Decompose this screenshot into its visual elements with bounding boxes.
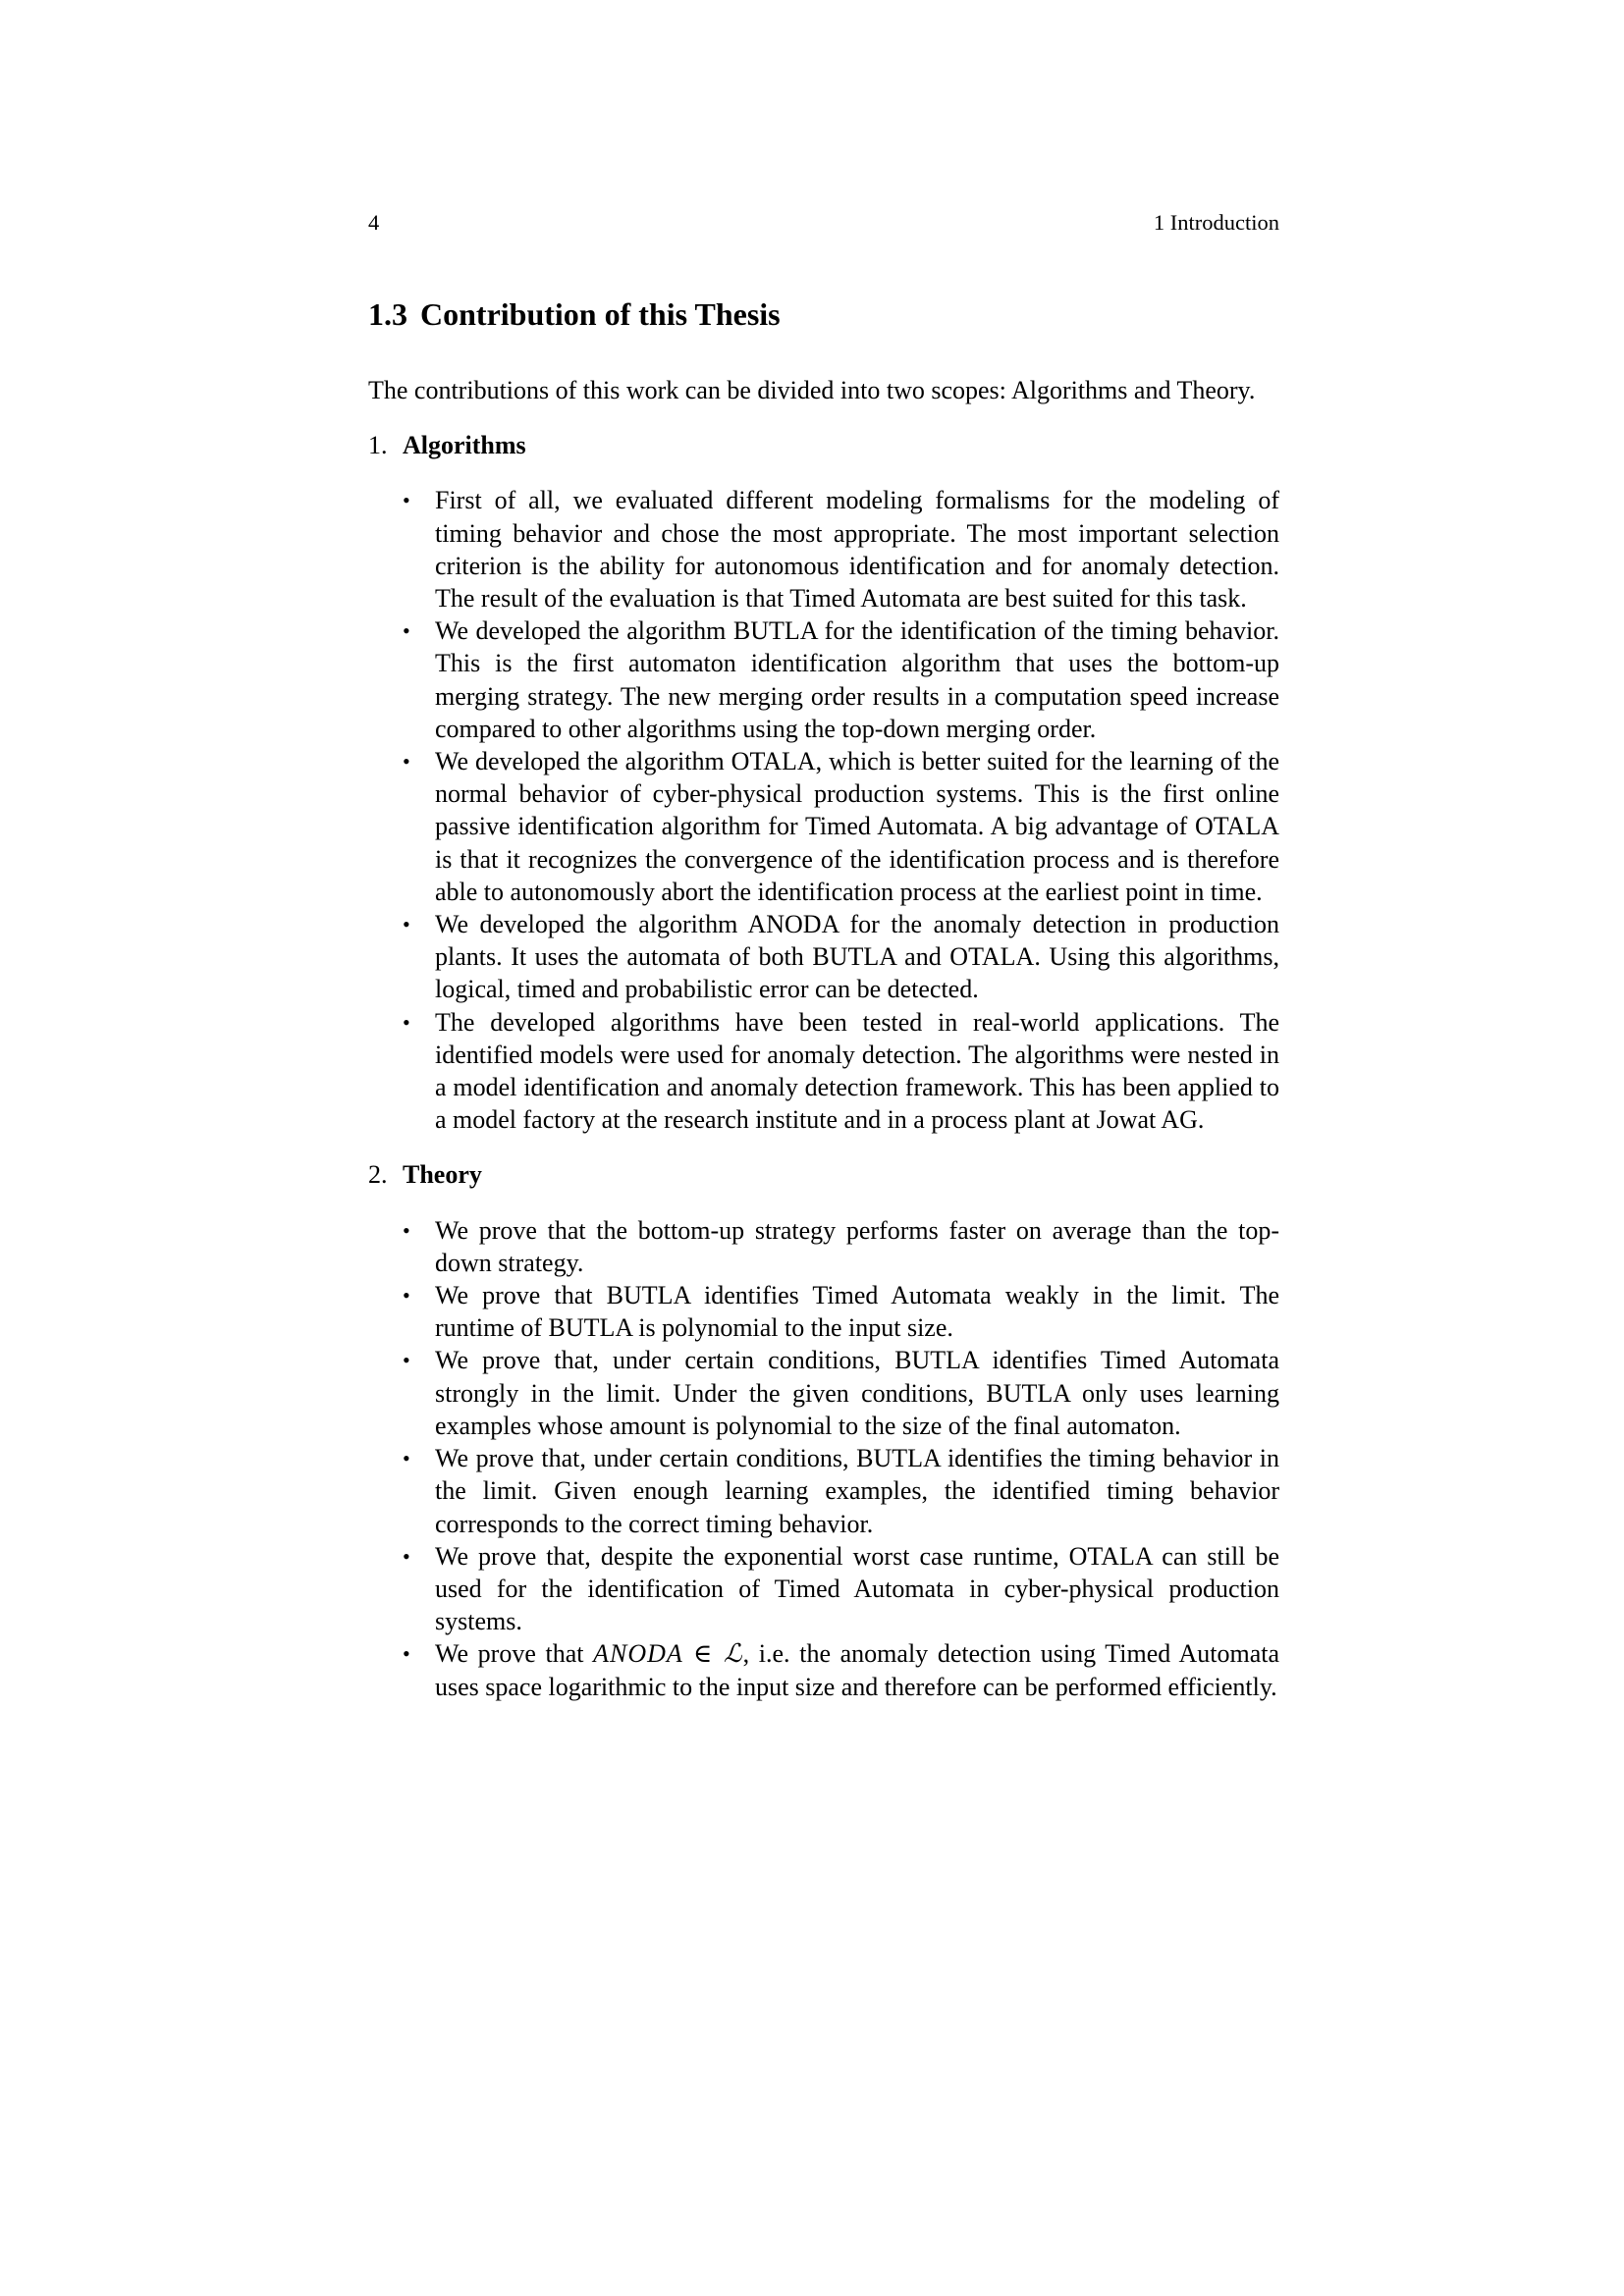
bullet-icon: •	[403, 749, 410, 774]
list-item	[403, 745, 1279, 908]
list-item-text: We developed the algorithm BUTLA for the identification of the timing behavior. This is the first automaton identification algorithm that uses the bottom-up merging strategy. The new merging order results in a computation speed increase compared to other algorithms using the top-down merging order.	[435, 616, 1279, 743]
scope-heading	[368, 429, 1279, 461]
list-item	[403, 1279, 1279, 1344]
algorithms-list	[368, 484, 1279, 1136]
bullet-icon: •	[403, 1446, 410, 1471]
intro-paragraph: The contributions of this work can be divided into two scopes: Algorithms and Theory.	[368, 376, 1256, 404]
scope-algorithms	[368, 429, 1279, 1136]
list-item	[403, 484, 1279, 614]
section-title: Contribution of this Thesis	[420, 296, 781, 332]
scope-title: Algorithms	[403, 431, 526, 460]
bullet-icon: •	[403, 1543, 410, 1569]
list-item-text-after: , i.e. the anomaly detection using Timed Automata uses space logarithmic to the input size and therefore can be performed efficiently.	[435, 1639, 1279, 1701]
list-item	[403, 1214, 1279, 1279]
math-expression: ANODA ∈ ℒ	[593, 1639, 743, 1669]
scope-number: 2.	[368, 1160, 388, 1190]
scope-heading	[368, 1158, 1279, 1191]
list-item	[403, 1637, 1279, 1702]
bullet-icon: •	[403, 1348, 410, 1373]
list-item	[403, 614, 1279, 745]
bullet-icon: •	[403, 912, 410, 937]
list-item	[403, 908, 1279, 1006]
list-item-text: First of all, we evaluated different modeling formalisms for the modeling of timing behavior and chose the most appropriate. The most important selection criterion is the ability for autonomous identification and for anomaly detection. The result of the evaluation is that Timed Automata are best suited for this task.	[435, 486, 1279, 614]
list-item-text: We prove that, under certain conditions, BUTLA identifies Timed Automata strongly in the limit. Under the given conditions, BUTLA only uses learning examples whose amount is polynomial to the size of the final automaton.	[435, 1346, 1279, 1440]
list-item	[403, 1540, 1279, 1638]
section-number: 1.3	[368, 296, 407, 332]
list-item	[403, 1344, 1279, 1442]
list-item	[403, 1442, 1279, 1540]
list-item-text: The developed algorithms have been tested in real-world applications. The identified models were used for anomaly detection. The algorithms were nested in a model identification and anomaly detection framework. This has been applied to a model factory at the research institute and in a process plant at Jowat AG.	[435, 1007, 1279, 1135]
list-item-text: We developed the algorithm ANODA for the anomaly detection in production plants. It uses the automata of both BUTLA and OTALA. Using this algorithms, logical, timed and probabilistic error can be detected.	[435, 910, 1279, 1004]
list-item-text: We prove that the bottom-up strategy performs faster on average than the top-down strategy.	[435, 1215, 1279, 1277]
section-body	[368, 374, 1279, 1703]
scope-number: 1.	[368, 431, 388, 460]
chapter-title: 1 Introduction	[1153, 210, 1279, 235]
bullet-icon: •	[403, 1641, 410, 1667]
bullet-icon: •	[403, 1283, 410, 1308]
bullet-icon: •	[403, 1009, 410, 1035]
page-number: 4	[368, 210, 380, 235]
bullet-icon: •	[403, 618, 410, 644]
list-item-text: We prove that, despite the exponential worst case runtime, OTALA can still be used for the identification of Timed Automata in cyber-physical production systems.	[435, 1541, 1279, 1636]
bullet-icon: •	[403, 1217, 410, 1243]
list-item-text: We prove that, under certain conditions, BUTLA identifies the timing behavior in the limit. Given enough learning examples, the identified timing behavior corresponds to the correct timing behavior.	[435, 1444, 1279, 1538]
section-heading	[368, 293, 781, 336]
list-item-text: We prove that BUTLA identifies Timed Automata weakly in the limit. The runtime of BUTLA is polynomial to the input size.	[435, 1281, 1279, 1343]
theory-list	[368, 1214, 1279, 1703]
bullet-icon: •	[403, 488, 410, 513]
scope-theory	[368, 1158, 1279, 1702]
list-item-text-before: We prove that	[435, 1639, 594, 1669]
list-item	[403, 1006, 1279, 1137]
scope-title: Theory	[403, 1160, 482, 1190]
list-item-text: We developed the algorithm OTALA, which is better suited for the learning of the normal behavior of cyber-physical production systems. This is the first online passive identification algorithm for Timed Automata. A big advantage of OTALA is that it recognizes the convergence of the identification process and is therefore able to autonomously abort the identification process at the earliest point in time.	[435, 747, 1279, 906]
